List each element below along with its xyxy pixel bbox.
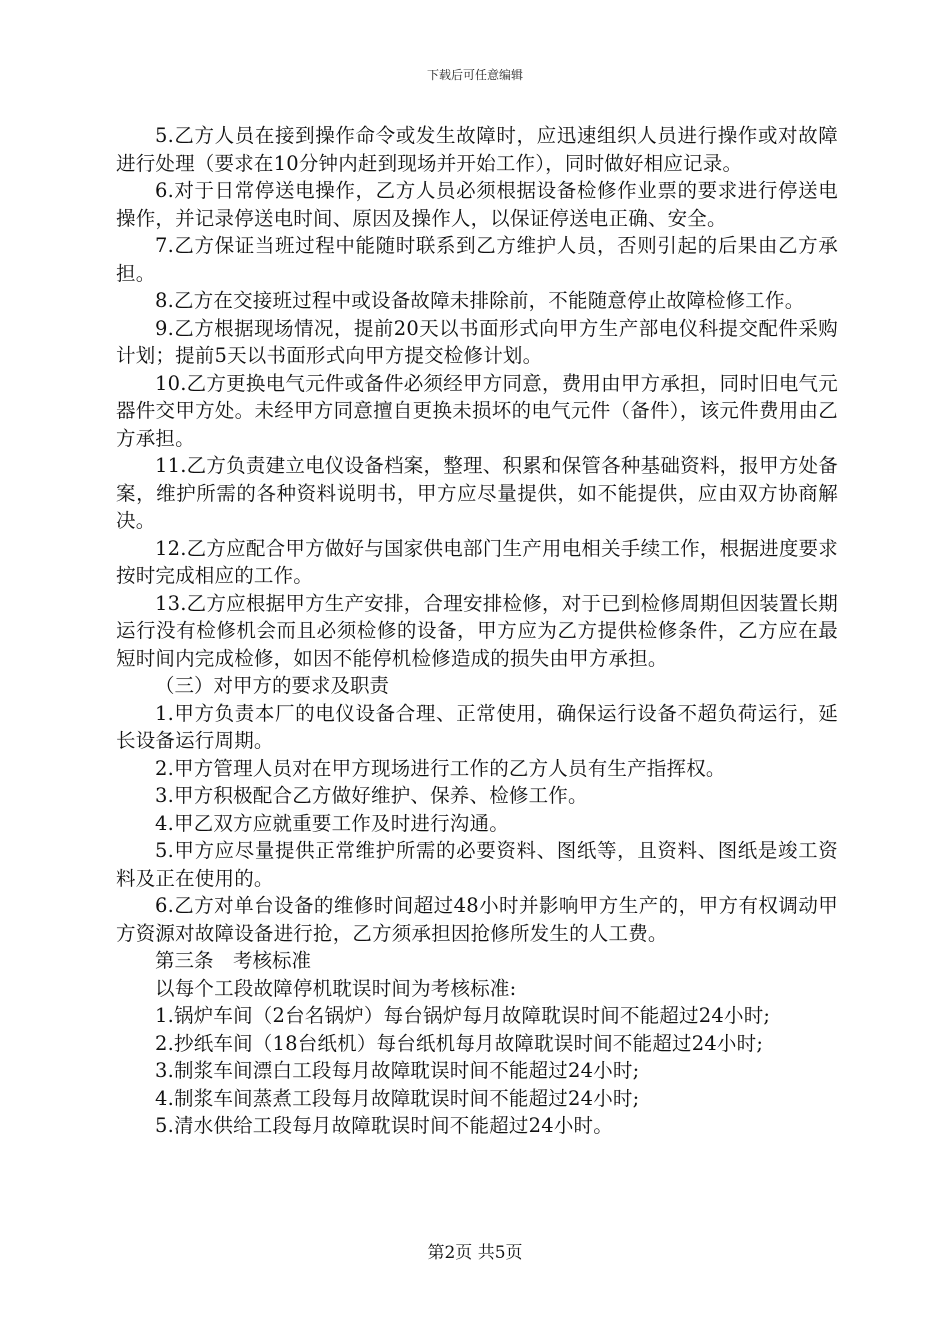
page-header: 下载后可任意编辑: [426, 68, 523, 82]
paragraph: 7.乙方保证当班过程中能随时联系到乙方维护人员，否则引起的后果由乙方承担。: [116, 234, 838, 285]
paragraph: 6.对于日常停送电操作，乙方人员必须根据设备检修作业票的要求进行停送电操作，并记录停送电时间、原因及操作人，以保证停送电正确、安全。: [116, 179, 838, 230]
paragraph: 4.制浆车间蒸煮工段每月故障耽误时间不能超过24小时;: [155, 1086, 640, 1110]
paragraph: 5.清水供给工段每月故障耽误时间不能超过24小时。: [155, 1114, 613, 1137]
paragraph: 12.乙方应配合甲方做好与国家供电部门生产用电相关手续工作，根据进度要求按时完成相应的工作。: [116, 536, 838, 587]
section-heading: （三）对甲方的要求及职责: [155, 674, 390, 697]
paragraph: 1.甲方负责本厂的电仪设备合理、正常使用，确保运行设备不超负荷运行，延长设备运行周期。: [116, 701, 838, 752]
paragraph: 以每个工段故障停机耽误时间为考核标准:: [155, 976, 517, 1000]
paragraph: 5.甲方应尽量提供正常维护所需的必要资料、图纸等，且资料、图纸是竣工资料及正在使用的。: [116, 839, 838, 890]
paragraph: 6.乙方对单台设备的维修时间超过48小时并影响甲方生产的，甲方有权调动甲方资源对故障设备进行抢，乙方须承担因抢修所发生的人工费。: [116, 894, 838, 945]
paragraph: 2.抄纸车间（18台纸机）每台纸机每月故障耽误时间不能超过24小时;: [155, 1031, 764, 1055]
paragraph: 8.乙方在交接班过程中或设备故障未排除前，不能随意停止故障检修工作。: [155, 289, 805, 312]
article-heading: 第三条 考核标准: [155, 949, 312, 972]
paragraph: 3.甲方积极配合乙方做好维护、保养、检修工作。: [155, 784, 588, 807]
paragraph: 13.乙方应根据甲方生产安排，合理安排检修，对于已到检修周期但因装置长期运行没有检修机会而且必须检修的设备，甲方应为乙方提供检修条件，乙方应在最短时间内完成检修，如因不能停机检修造成的损失由甲方承担。: [116, 591, 838, 670]
paragraph: 11.乙方负责建立电仪设备档案，整理、积累和保管各种基础资料，报甲方处备案，维护所需的各种资料说明书，甲方应尽量提供，如不能提供，应由双方协商解决。: [116, 454, 838, 532]
document-body: [116, 122, 838, 1140]
paragraph: 4.甲乙双方应就重要工作及时进行沟通。: [155, 811, 509, 835]
paragraph: 5.乙方人员在接到操作命令或发生故障时，应迅速组织人员进行操作或对故障进行处理（要求在10分钟内赶到现场并开始工作），同时做好相应记录。: [116, 124, 838, 175]
paragraph: 2.甲方管理人员对在甲方现场进行工作的乙方人员有生产指挥权。: [155, 756, 726, 780]
paragraph: 1.锅炉车间（2台名锅炉）每台锅炉每月故障耽误时间不能超过24小时;: [155, 1004, 771, 1027]
paragraph: 9.乙方根据现场情况，提前20天以书面形式向甲方生产部电仪科提交配件采购计划；提前5天以书面形式向甲方提交检修计划。: [116, 316, 838, 367]
paragraph: 10.乙方更换电气元件或备件必须经甲方同意，费用由甲方承担，同时旧电气元器件交甲方处。未经甲方同意擅自更换未损坏的电气元件（备件），该元件费用由乙方承担。: [116, 371, 838, 450]
page-number-footer: 第2页 共5页: [427, 1243, 523, 1263]
paragraph: 3.制浆车间漂白工段每月故障耽误时间不能超过24小时;: [155, 1059, 640, 1082]
